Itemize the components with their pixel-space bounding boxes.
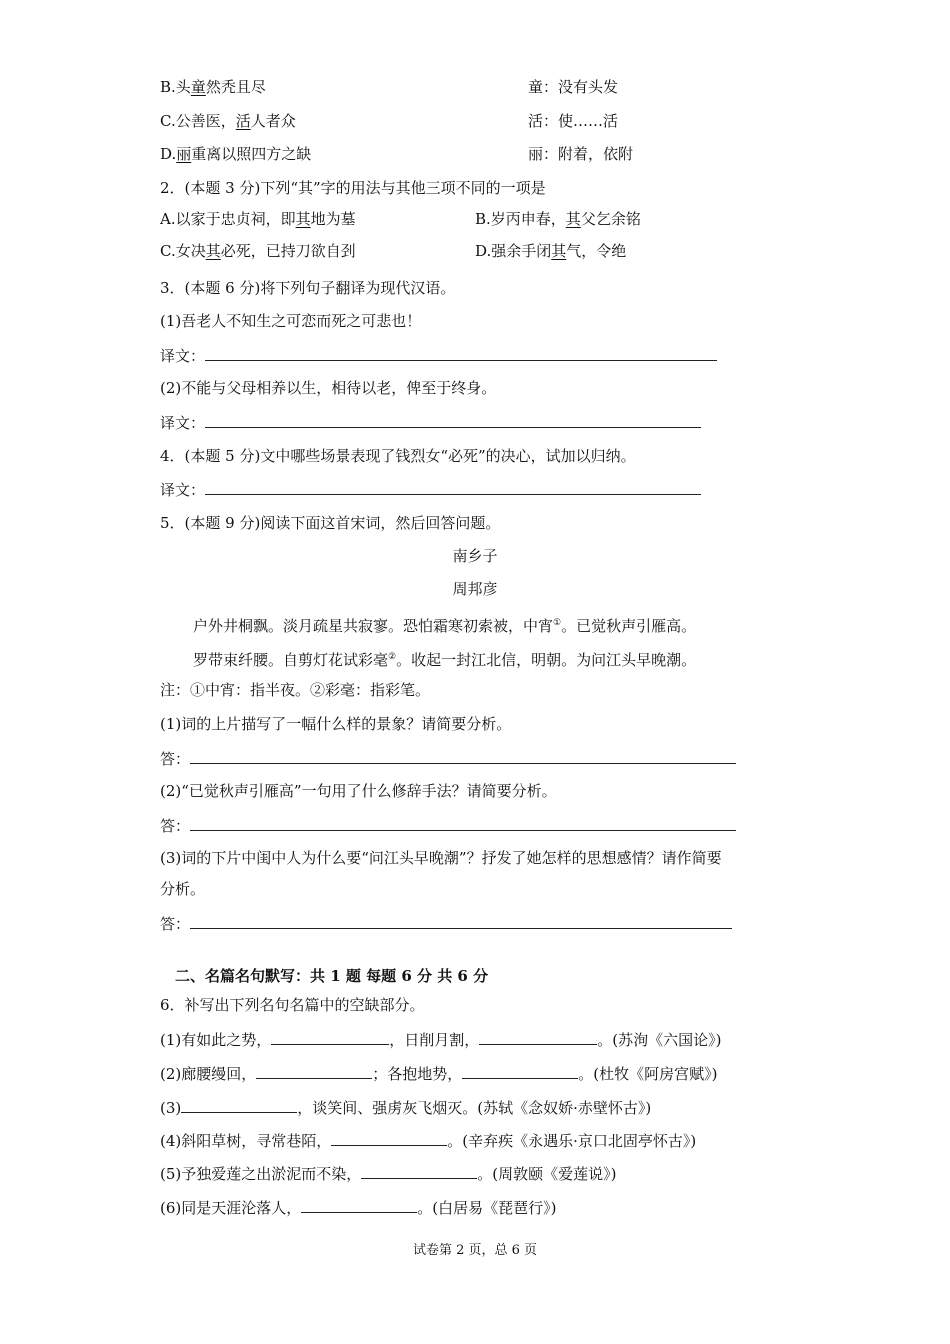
answer-label: 答： xyxy=(160,750,191,768)
answer-line[interactable] xyxy=(205,345,717,361)
q1-option-c xyxy=(160,111,619,131)
q1-option-d xyxy=(160,144,634,164)
option-text: 必死，已持刀欲自刭 xyxy=(220,242,356,260)
answer-line[interactable] xyxy=(190,815,736,831)
option-text: A.以家于忠贞祠，即 xyxy=(160,210,296,228)
q3-answer-1 xyxy=(160,345,717,366)
item-text: (5)予独爱莲之出淤泥而不染， xyxy=(160,1165,362,1183)
q4-stem: 4．(本题 5 分)文中哪些场景表现了钱烈女“必死”的决心，试加以归纳。 xyxy=(160,447,636,465)
q5-part-3: (3)词的下片中闺中人为什么要“问江头早晚潮”？抒发了她怎样的思想感情？请作简要 xyxy=(160,849,722,867)
fill-blank[interactable] xyxy=(256,1063,372,1079)
poem-text: 。已觉秋声引雁高。 xyxy=(561,617,697,635)
option-text: 地为墓 xyxy=(310,210,356,228)
marked-char: 其 xyxy=(205,242,221,260)
q6-item-3 xyxy=(160,1097,651,1118)
option-text: B.头 xyxy=(160,78,191,96)
marked-char: 其 xyxy=(565,210,581,228)
option-text: B.岁丙申春， xyxy=(475,210,566,228)
poem-note: 注：①中宵：指半夜。②彩毫：指彩笔。 xyxy=(160,681,431,699)
item-text: 。(周敦颐《爱莲说》) xyxy=(477,1165,617,1183)
q3-sentence-1: (1)吾老人不知生之可恋而死之可悲也！ xyxy=(160,312,422,330)
answer-label: 译文： xyxy=(160,414,206,432)
q2-option-a xyxy=(160,209,356,229)
q6-item-2 xyxy=(160,1063,717,1084)
option-text: 人者众 xyxy=(250,112,296,130)
fill-blank[interactable] xyxy=(462,1063,578,1079)
q1-option-b xyxy=(160,77,619,97)
option-text: 气，令绝 xyxy=(566,242,627,260)
answer-line[interactable] xyxy=(205,479,701,495)
option-text: C.女决 xyxy=(160,242,206,260)
q6-item-4 xyxy=(160,1130,696,1151)
poem-text: 罗带束纤腰。自剪灯花试彩毫 xyxy=(193,651,389,669)
q5-part-3-cont: 分析。 xyxy=(160,880,206,898)
q3-stem: 3．(本题 6 分)将下列句子翻译为现代汉语。 xyxy=(160,279,456,297)
answer-label: 译文： xyxy=(160,347,206,365)
fill-blank[interactable] xyxy=(181,1097,297,1113)
item-text: 。(苏洵《六国论》) xyxy=(597,1031,722,1049)
item-text: (2)廊腰缦回， xyxy=(160,1065,257,1083)
footnote-marker: ② xyxy=(388,652,397,662)
q3-sentence-2: (2)不能与父母相养以生，相待以老，俾至于终身。 xyxy=(160,379,497,397)
q5-answer-1 xyxy=(160,748,736,769)
fill-blank[interactable] xyxy=(271,1029,389,1045)
item-text: ；各抱地势， xyxy=(372,1065,463,1083)
q5-stem: 5．(本题 9 分)阅读下面这首宋词，然后回答问题。 xyxy=(160,514,501,532)
q6-item-6 xyxy=(160,1197,556,1218)
marked-char: 活 xyxy=(235,112,251,130)
option-text: 然秃且尽 xyxy=(205,78,266,96)
section-heading: 二、名篇名句默写：共 1 题 每题 6 分 共 6 分 xyxy=(175,967,489,985)
q6-item-1 xyxy=(160,1029,721,1050)
gloss: 丽：附着，依附 xyxy=(528,145,634,163)
answer-line[interactable] xyxy=(190,748,736,764)
item-text: 。(辛弃疾《永遇乐·京口北固亭怀古》) xyxy=(447,1132,697,1150)
item-text: 。(白居易《琵琶行》) xyxy=(417,1199,557,1217)
item-text: 。(杜牧《阿房宫赋》) xyxy=(578,1065,718,1083)
option-text: 重离以照四方之缺 xyxy=(191,145,312,163)
q4-answer xyxy=(160,479,701,500)
fill-blank[interactable] xyxy=(301,1197,417,1213)
marked-char: 童 xyxy=(190,78,206,96)
item-text: ，日削月割， xyxy=(389,1031,480,1049)
option-text: D. xyxy=(160,145,177,163)
q2-stem: 2．(本题 3 分)下列“其”字的用法与其他三项不同的一项是 xyxy=(160,179,546,197)
marked-char: 其 xyxy=(551,242,567,260)
poem-text: 户外井桐飘。淡月疏星共寂寥。恐怕霜寒初索被，中宵 xyxy=(193,617,554,635)
poem-line-1 xyxy=(193,613,696,636)
fill-blank[interactable] xyxy=(479,1029,597,1045)
answer-label: 译文： xyxy=(160,481,206,499)
option-text: C.公善医， xyxy=(160,112,236,130)
q3-answer-2 xyxy=(160,412,701,433)
gloss: 活：使……活 xyxy=(528,112,619,130)
answer-line[interactable] xyxy=(205,412,701,428)
answer-line[interactable] xyxy=(190,913,732,929)
item-text: (4)斜阳草树，寻常巷陌， xyxy=(160,1132,332,1150)
marked-char: 其 xyxy=(295,210,311,228)
poem-text: 。收起一封江北信，明朝。为问江头早晚潮。 xyxy=(396,651,697,669)
poem-title: 南乡子 xyxy=(452,547,498,565)
footnote-marker: ① xyxy=(553,618,562,628)
q5-answer-2 xyxy=(160,815,736,836)
item-text: (1)有如此之势， xyxy=(160,1031,272,1049)
fill-blank[interactable] xyxy=(331,1130,447,1146)
option-text: 父乞余铭 xyxy=(580,210,641,228)
q6-stem: 6．补写出下列名句名篇中的空缺部分。 xyxy=(160,996,425,1014)
fill-blank[interactable] xyxy=(361,1163,477,1179)
q2-option-b xyxy=(475,209,641,229)
marked-char: 丽 xyxy=(176,145,192,163)
poem-author: 周邦彦 xyxy=(452,580,498,598)
item-text: (6)同是天涯沦落人， xyxy=(160,1199,302,1217)
q2-option-d xyxy=(475,241,626,261)
answer-label: 答： xyxy=(160,915,191,933)
q5-answer-3 xyxy=(160,913,732,934)
option-text: D.强余手闭 xyxy=(475,242,552,260)
page-footer: 试卷第 2 页，总 6 页 xyxy=(412,1243,538,1258)
gloss: 童：没有头发 xyxy=(528,78,619,96)
q5-part-2: (2)“已觉秋声引雁高”一句用了什么修辞手法？请简要分析。 xyxy=(160,782,557,800)
q6-item-5 xyxy=(160,1163,616,1184)
item-text: ，谈笑间、强虏灰飞烟灭。(苏轼《念奴娇·赤壁怀古》) xyxy=(297,1099,652,1117)
poem-line-2 xyxy=(193,647,696,670)
q2-option-c xyxy=(160,241,356,261)
answer-label: 答： xyxy=(160,817,191,835)
item-text: (3) xyxy=(160,1099,182,1117)
q5-part-1: (1)词的上片描写了一幅什么样的景象？请简要分析。 xyxy=(160,715,512,733)
